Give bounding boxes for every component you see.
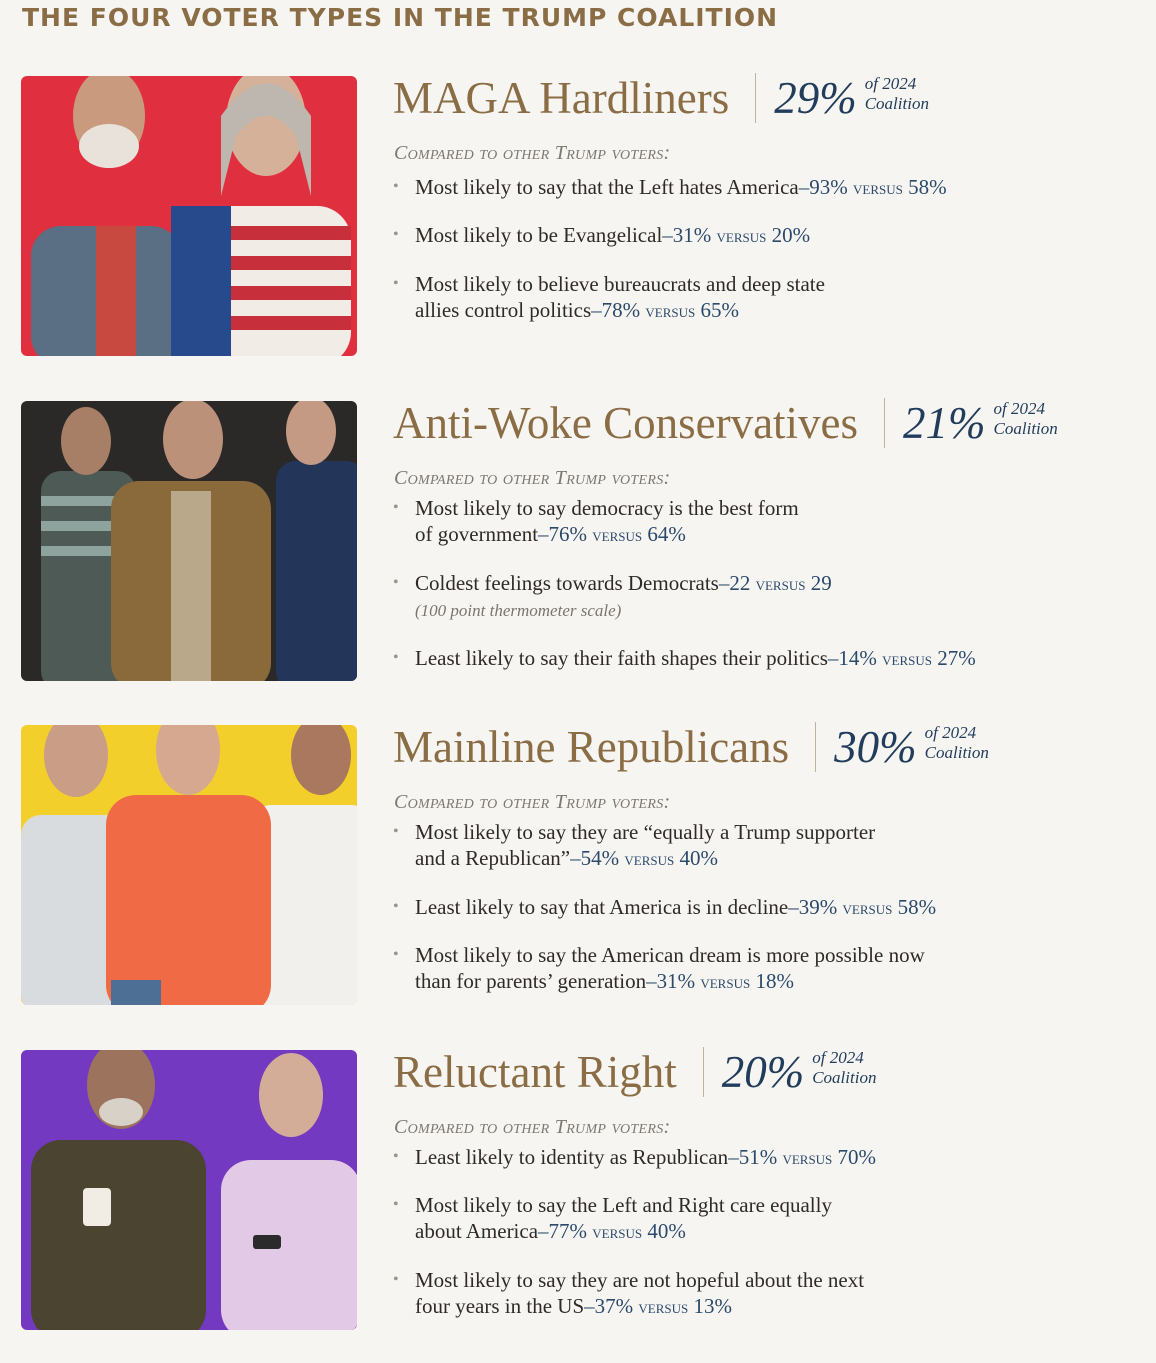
finding-stat — [828, 646, 976, 670]
stat-value: 54% — [580, 846, 620, 870]
segment-title: MAGA Hardliners — [393, 72, 730, 123]
finding-item — [393, 1267, 864, 1321]
stat-versus: versus — [592, 1222, 643, 1243]
stat-versus: versus — [638, 1297, 689, 1318]
voter-type-section — [0, 397, 1156, 691]
coalition-percent: 21% — [903, 397, 986, 448]
voter-type-section — [0, 1046, 1156, 1340]
segment-photo — [21, 1050, 357, 1330]
stat-dash: – — [662, 223, 673, 247]
photo-two-people-purple — [21, 1050, 357, 1330]
coalition-label-year: of 2024 — [993, 399, 1046, 418]
segment-title: Reluctant Right — [393, 1046, 677, 1097]
stat-comparison: 40% — [647, 1219, 686, 1243]
finding-stat — [719, 571, 832, 595]
stat-value: 78% — [601, 298, 641, 322]
coalition-percent: 29% — [774, 72, 857, 123]
coalition-label-text: Coalition — [812, 1068, 877, 1087]
stat-versus: versus — [716, 226, 767, 247]
stat-value: 31% — [656, 969, 696, 993]
stat-value: 31% — [672, 223, 712, 247]
finding-text: Most likely to say the Left and Right care equally — [415, 1193, 832, 1217]
finding-stat — [646, 969, 794, 993]
finding-text: Most likely to say democracy is the best form — [415, 496, 799, 520]
stat-dash: – — [538, 1219, 549, 1243]
segment-photo — [21, 401, 357, 681]
coalition-label — [812, 1048, 876, 1088]
stat-value: 14% — [838, 646, 877, 670]
finding-note: (100 point thermometer scale) — [415, 601, 622, 620]
finding-item — [393, 174, 947, 202]
comparison-subhead: Compared to other Trump voters: — [394, 467, 671, 489]
comparison-subhead: Compared to other Trump voters: — [394, 791, 671, 813]
stat-value: 37% — [594, 1294, 634, 1318]
stat-versus: versus — [782, 1148, 833, 1169]
finding-item — [393, 645, 976, 673]
stat-versus: versus — [645, 301, 696, 322]
finding-stat — [591, 298, 739, 322]
voter-type-section — [0, 72, 1156, 366]
finding-text: Most likely to say that the Left hates America — [415, 175, 799, 199]
title-divider — [703, 1047, 704, 1097]
finding-text: Least likely to identity as Republican — [415, 1145, 729, 1169]
segment-header — [393, 717, 989, 777]
stat-dash: – — [718, 571, 730, 595]
stat-comparison: 40% — [679, 846, 718, 870]
title-divider — [755, 73, 756, 123]
finding-stat — [538, 522, 686, 546]
finding-text: Most likely to be Evangelical — [415, 223, 663, 247]
voter-type-section — [0, 721, 1156, 1015]
coalition-label-year: of 2024 — [864, 74, 917, 93]
stat-value: 93% — [809, 175, 848, 199]
stat-versus: versus — [842, 898, 893, 919]
coalition-label — [865, 74, 929, 114]
finding-item — [393, 222, 810, 250]
finding-text: four years in the US — [415, 1294, 585, 1318]
segment-photo — [21, 725, 357, 1005]
finding-text: allies control politics — [415, 298, 592, 322]
stat-versus: versus — [852, 178, 903, 199]
finding-stat — [538, 1219, 686, 1243]
finding-text: than for parents’ generation — [415, 969, 647, 993]
stat-comparison: 18% — [755, 969, 794, 993]
stat-value: 76% — [548, 522, 588, 546]
coalition-percent: 30% — [834, 721, 917, 772]
title-divider — [815, 722, 816, 772]
finding-text: Least likely to say their faith shapes their politics — [415, 646, 828, 670]
stat-comparison: 58% — [897, 895, 937, 919]
stat-comparison: 65% — [700, 298, 739, 322]
coalition-percent: 20% — [721, 1046, 805, 1097]
finding-text: Most likely to say they are “equally a Trump supporter — [415, 820, 876, 844]
stat-comparison: 58% — [908, 175, 947, 199]
coalition-label-text: Coalition — [864, 94, 929, 113]
finding-stat — [662, 223, 810, 247]
finding-item — [393, 819, 875, 873]
stat-comparison: 64% — [647, 522, 686, 546]
stat-value: 39% — [798, 895, 838, 919]
stat-comparison: 20% — [771, 223, 811, 247]
coalition-label-text: Coalition — [993, 419, 1058, 438]
stat-value: 22 — [729, 571, 751, 595]
photo-two-people-flag-shirt — [21, 76, 357, 356]
stat-value: 77% — [548, 1219, 588, 1243]
stat-value: 51% — [738, 1145, 778, 1169]
stat-dash: – — [788, 895, 799, 919]
stat-dash: – — [646, 969, 657, 993]
finding-text: Most likely to believe bureaucrats and deep state — [415, 272, 825, 296]
stat-versus: versus — [700, 972, 751, 993]
coalition-label — [925, 723, 989, 763]
finding-item — [393, 495, 799, 549]
finding-text: Most likely to say the American dream is more possible now — [415, 943, 925, 967]
stat-comparison: 70% — [837, 1145, 877, 1169]
finding-text: Least likely to say that America is in decline — [415, 895, 789, 919]
photo-three-people-yellow — [21, 725, 357, 1005]
stat-comparison: 13% — [693, 1294, 732, 1318]
segment-header — [393, 1042, 876, 1102]
finding-item — [393, 894, 936, 922]
comparison-subhead: Compared to other Trump voters: — [394, 1116, 671, 1138]
finding-stat — [799, 175, 947, 199]
stat-dash: – — [584, 1294, 595, 1318]
page-heading: THE FOUR VOTER TYPES IN THE TRUMP COALITION — [22, 3, 779, 32]
finding-text: of government — [415, 522, 539, 546]
finding-stat — [728, 1145, 876, 1169]
finding-item — [393, 570, 832, 624]
finding-text: Coldest feelings towards Democrats — [415, 571, 719, 595]
stat-dash: – — [591, 298, 602, 322]
stat-dash: – — [570, 846, 581, 870]
stat-comparison: 27% — [937, 646, 976, 670]
coalition-label-text: Coalition — [924, 743, 989, 762]
stat-comparison: 29 — [810, 571, 832, 595]
segment-header — [393, 68, 929, 128]
coalition-label — [994, 399, 1058, 439]
segment-photo — [21, 76, 357, 356]
segment-header — [393, 393, 1058, 453]
title-divider — [884, 398, 885, 448]
finding-item — [393, 1192, 832, 1246]
segment-title: Mainline Republicans — [393, 721, 790, 772]
finding-stat — [788, 895, 936, 919]
stat-dash: – — [798, 175, 810, 199]
photo-three-people-dark — [21, 401, 357, 681]
stat-dash: – — [728, 1145, 739, 1169]
coalition-label-year: of 2024 — [812, 1048, 864, 1067]
finding-item — [393, 942, 925, 996]
finding-item — [393, 271, 825, 325]
finding-text: about America — [415, 1219, 539, 1243]
stat-versus: versus — [592, 525, 643, 546]
comparison-subhead: Compared to other Trump voters: — [394, 142, 671, 164]
finding-stat — [570, 846, 718, 870]
finding-text: Most likely to say they are not hopeful about the next — [415, 1268, 865, 1292]
stat-versus: versus — [624, 849, 675, 870]
coalition-label-year: of 2024 — [924, 723, 977, 742]
finding-item — [393, 1144, 876, 1172]
stat-dash: – — [538, 522, 549, 546]
finding-text: and a Republican” — [415, 846, 571, 870]
stat-dash: – — [827, 646, 839, 670]
finding-stat — [584, 1294, 732, 1318]
stat-versus: versus — [882, 649, 933, 670]
segment-title: Anti-Woke Conservatives — [393, 397, 859, 448]
stat-versus: versus — [755, 574, 806, 595]
